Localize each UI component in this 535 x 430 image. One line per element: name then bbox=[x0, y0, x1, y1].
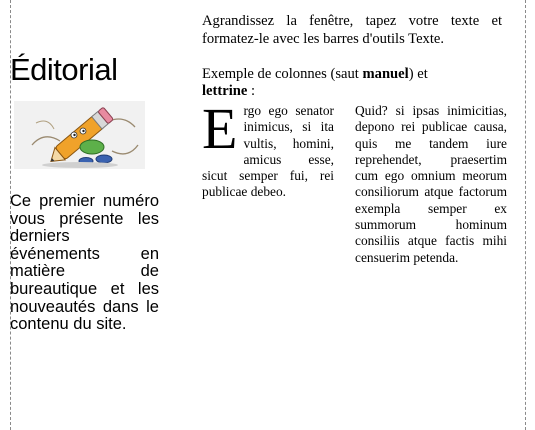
example-caption bbox=[202, 66, 502, 101]
column-2-text: Quid? si ipsas inimicitias, depono rei publicae causa, quis me tandem iure reprehendet, praesertim cum ego omnium meorum consiliorum atque factorum exempla semper ex summorum hominum consiliis atque factis mihi censuerim petenda. bbox=[355, 103, 507, 265]
example-suffix: : bbox=[247, 83, 256, 99]
example-bold-manuel: manuel bbox=[362, 65, 409, 82]
editorial-title: Éditorial bbox=[10, 52, 118, 87]
example-bold-lettrine: lettrine bbox=[202, 83, 248, 99]
column-1 bbox=[202, 96, 334, 201]
pencil-cartoon-icon bbox=[14, 101, 145, 169]
drop-cap-letter: E bbox=[202, 96, 238, 161]
example-mid: ) et bbox=[408, 65, 428, 82]
column-1-text: rgo ego senator inimicus, si ita vultis, homini, amicus esse, sicut semper fui, rei publicae debeo. bbox=[202, 103, 334, 200]
right-margin-guide bbox=[525, 0, 526, 430]
main-text bbox=[202, 13, 502, 101]
column-2 bbox=[355, 103, 507, 266]
example-prefix: Exemple de colonnes (saut bbox=[202, 65, 363, 82]
intro-paragraph: Agrandissez la fenêtre, tapez votre texte et formatez-le avec les barres d'outils Texte. bbox=[202, 13, 502, 47]
editorial-body: Ce premier numéro vous présente les derniers événements en matière de bureautique et les nouveautés dans le contenu du site. bbox=[10, 192, 159, 334]
